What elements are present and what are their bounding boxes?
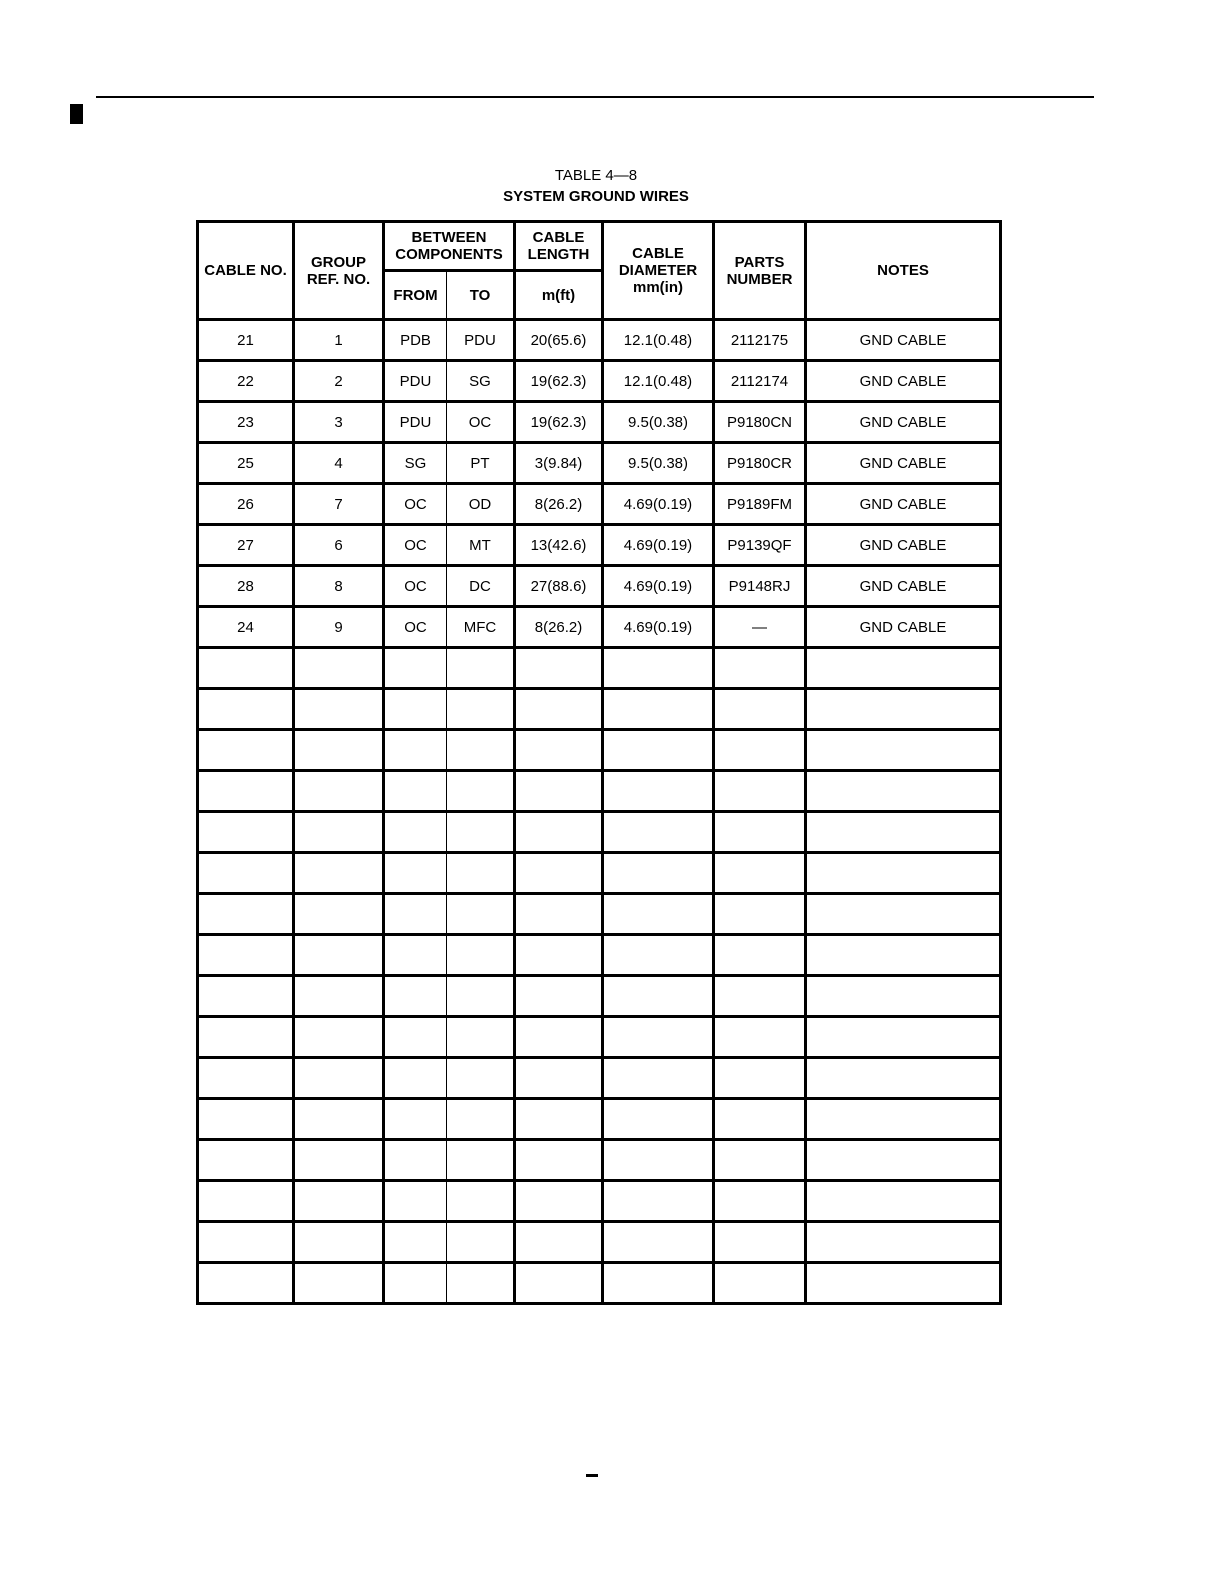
- blank-table-row: [198, 771, 1001, 812]
- top-rule: [96, 96, 1094, 98]
- change-bar: [70, 104, 83, 124]
- blank-cell: [447, 976, 515, 1017]
- blank-cell: [714, 730, 806, 771]
- cell-group-ref: 9: [294, 607, 384, 648]
- blank-table-row: [198, 1017, 1001, 1058]
- cell-length: 27(88.6): [515, 566, 603, 607]
- blank-cell: [384, 1181, 447, 1222]
- cell-length: 19(62.3): [515, 361, 603, 402]
- blank-cell: [447, 935, 515, 976]
- blank-cell: [806, 1099, 1001, 1140]
- blank-cell: [714, 771, 806, 812]
- blank-cell: [806, 689, 1001, 730]
- blank-cell: [603, 853, 714, 894]
- blank-cell: [515, 689, 603, 730]
- blank-cell: [384, 1017, 447, 1058]
- cell-cable-no: 28: [198, 566, 294, 607]
- blank-table-row: [198, 1263, 1001, 1304]
- cell-diameter: 9.5(0.38): [603, 443, 714, 484]
- blank-cell: [515, 812, 603, 853]
- blank-cell: [384, 1263, 447, 1304]
- blank-cell: [384, 1058, 447, 1099]
- blank-cell: [384, 812, 447, 853]
- blank-cell: [447, 1017, 515, 1058]
- blank-cell: [384, 894, 447, 935]
- blank-cell: [198, 648, 294, 689]
- cell-cable-no: 26: [198, 484, 294, 525]
- blank-cell: [806, 1058, 1001, 1099]
- table-row: [198, 525, 1001, 566]
- blank-table-row: [198, 894, 1001, 935]
- cell-diameter: 4.69(0.19): [603, 607, 714, 648]
- blank-table-row: [198, 935, 1001, 976]
- blank-cell: [447, 1263, 515, 1304]
- blank-cell: [198, 853, 294, 894]
- cell-notes: GND CABLE: [806, 607, 1001, 648]
- blank-cell: [515, 1181, 603, 1222]
- ground-wires-table: [196, 220, 1002, 1305]
- cell-to: PDU: [447, 320, 515, 361]
- blank-cell: [198, 1099, 294, 1140]
- blank-cell: [714, 1140, 806, 1181]
- table-number: TABLE 4—8: [554, 167, 638, 184]
- cell-cable-no: 21: [198, 320, 294, 361]
- blank-cell: [603, 771, 714, 812]
- blank-cell: [447, 1222, 515, 1263]
- blank-cell: [294, 935, 384, 976]
- cell-cable-no: 22: [198, 361, 294, 402]
- blank-table-row: [198, 1181, 1001, 1222]
- cell-to: DC: [447, 566, 515, 607]
- blank-cell: [515, 1222, 603, 1263]
- blank-cell: [198, 812, 294, 853]
- cell-diameter: 12.1(0.48): [603, 320, 714, 361]
- blank-cell: [198, 771, 294, 812]
- blank-cell: [447, 812, 515, 853]
- blank-cell: [806, 976, 1001, 1017]
- cell-cable-no: 25: [198, 443, 294, 484]
- blank-cell: [294, 812, 384, 853]
- cell-diameter: 12.1(0.48): [603, 361, 714, 402]
- blank-cell: [198, 730, 294, 771]
- cell-group-ref: 1: [294, 320, 384, 361]
- blank-cell: [714, 853, 806, 894]
- cell-notes: GND CABLE: [806, 484, 1001, 525]
- blank-cell: [198, 894, 294, 935]
- blank-cell: [515, 894, 603, 935]
- cell-notes: GND CABLE: [806, 402, 1001, 443]
- blank-cell: [806, 935, 1001, 976]
- blank-cell: [515, 1017, 603, 1058]
- blank-cell: [384, 730, 447, 771]
- cell-part-number: P9189FM: [714, 484, 806, 525]
- blank-cell: [806, 1181, 1001, 1222]
- cell-part-number: 2112175: [714, 320, 806, 361]
- blank-table-row: [198, 976, 1001, 1017]
- table-row: [198, 402, 1001, 443]
- blank-cell: [198, 1181, 294, 1222]
- cell-cable-no: 27: [198, 525, 294, 566]
- header-group-ref: GROUP REF. NO.: [294, 222, 384, 320]
- blank-cell: [447, 730, 515, 771]
- header-from: FROM: [384, 271, 447, 320]
- header-cable-diameter: CABLE DIAMETER mm(in): [603, 222, 714, 320]
- blank-cell: [603, 976, 714, 1017]
- blank-cell: [806, 812, 1001, 853]
- blank-cell: [603, 1263, 714, 1304]
- cell-length: 20(65.6): [515, 320, 603, 361]
- blank-cell: [714, 812, 806, 853]
- cell-group-ref: 3: [294, 402, 384, 443]
- blank-cell: [714, 976, 806, 1017]
- cell-to: OD: [447, 484, 515, 525]
- cell-part-number: —: [714, 607, 806, 648]
- blank-cell: [714, 689, 806, 730]
- cell-from: OC: [384, 566, 447, 607]
- blank-table-row: [198, 730, 1001, 771]
- blank-cell: [294, 1099, 384, 1140]
- blank-cell: [603, 1058, 714, 1099]
- cell-from: SG: [384, 443, 447, 484]
- blank-cell: [515, 1058, 603, 1099]
- header-notes: NOTES: [806, 222, 1001, 320]
- blank-cell: [515, 771, 603, 812]
- blank-cell: [447, 1099, 515, 1140]
- blank-cell: [384, 1140, 447, 1181]
- blank-cell: [515, 935, 603, 976]
- blank-cell: [384, 976, 447, 1017]
- blank-cell: [603, 689, 714, 730]
- header-between-components: BETWEEN COMPONENTS: [384, 222, 515, 271]
- blank-table-row: [198, 1058, 1001, 1099]
- cell-to: PT: [447, 443, 515, 484]
- blank-cell: [294, 894, 384, 935]
- blank-cell: [714, 1263, 806, 1304]
- cell-notes: GND CABLE: [806, 320, 1001, 361]
- blank-cell: [515, 648, 603, 689]
- blank-cell: [806, 648, 1001, 689]
- blank-cell: [447, 1181, 515, 1222]
- blank-cell: [198, 935, 294, 976]
- cell-notes: GND CABLE: [806, 361, 1001, 402]
- blank-cell: [294, 853, 384, 894]
- blank-cell: [806, 894, 1001, 935]
- blank-cell: [714, 1222, 806, 1263]
- blank-table-row: [198, 812, 1001, 853]
- blank-cell: [198, 1140, 294, 1181]
- blank-cell: [384, 648, 447, 689]
- cell-notes: GND CABLE: [806, 443, 1001, 484]
- cell-diameter: 4.69(0.19): [603, 566, 714, 607]
- cell-from: PDU: [384, 402, 447, 443]
- blank-cell: [294, 1058, 384, 1099]
- header-length-unit: m(ft): [515, 271, 603, 320]
- blank-cell: [294, 976, 384, 1017]
- blank-table-row: [198, 1222, 1001, 1263]
- blank-cell: [603, 935, 714, 976]
- cell-to: SG: [447, 361, 515, 402]
- cell-notes: GND CABLE: [806, 525, 1001, 566]
- blank-cell: [384, 1222, 447, 1263]
- cell-group-ref: 8: [294, 566, 384, 607]
- blank-cell: [198, 1017, 294, 1058]
- blank-cell: [515, 1140, 603, 1181]
- cell-diameter: 4.69(0.19): [603, 525, 714, 566]
- blank-cell: [806, 1017, 1001, 1058]
- blank-cell: [294, 648, 384, 689]
- blank-table-row: [198, 648, 1001, 689]
- cell-cable-no: 24: [198, 607, 294, 648]
- blank-cell: [384, 853, 447, 894]
- blank-cell: [515, 1099, 603, 1140]
- cell-part-number: P9139QF: [714, 525, 806, 566]
- blank-cell: [294, 689, 384, 730]
- blank-cell: [603, 894, 714, 935]
- blank-cell: [294, 730, 384, 771]
- blank-cell: [515, 976, 603, 1017]
- blank-cell: [806, 1263, 1001, 1304]
- blank-cell: [515, 853, 603, 894]
- blank-cell: [714, 1058, 806, 1099]
- cell-group-ref: 6: [294, 525, 384, 566]
- cell-group-ref: 4: [294, 443, 384, 484]
- blank-cell: [294, 1140, 384, 1181]
- cell-part-number: P9148RJ: [714, 566, 806, 607]
- blank-cell: [294, 1181, 384, 1222]
- cell-to: MFC: [447, 607, 515, 648]
- blank-table-row: [198, 853, 1001, 894]
- table-row: [198, 361, 1001, 402]
- blank-cell: [603, 730, 714, 771]
- table-row: [198, 443, 1001, 484]
- cell-from: OC: [384, 607, 447, 648]
- blank-cell: [198, 1222, 294, 1263]
- blank-cell: [603, 1181, 714, 1222]
- blank-cell: [294, 771, 384, 812]
- ground-wires-table-wrapper: [196, 220, 1002, 1305]
- blank-cell: [714, 1181, 806, 1222]
- cell-diameter: 9.5(0.38): [603, 402, 714, 443]
- cell-part-number: P9180CR: [714, 443, 806, 484]
- table-row: [198, 607, 1001, 648]
- blank-cell: [294, 1263, 384, 1304]
- cell-part-number: 2112174: [714, 361, 806, 402]
- blank-cell: [294, 1222, 384, 1263]
- blank-cell: [806, 1140, 1001, 1181]
- blank-cell: [603, 1017, 714, 1058]
- blank-cell: [198, 1058, 294, 1099]
- blank-table-row: [198, 1099, 1001, 1140]
- cell-to: OC: [447, 402, 515, 443]
- cell-cable-no: 23: [198, 402, 294, 443]
- blank-cell: [714, 1017, 806, 1058]
- blank-cell: [806, 1222, 1001, 1263]
- blank-table-row: [198, 1140, 1001, 1181]
- blank-cell: [447, 894, 515, 935]
- blank-cell: [714, 935, 806, 976]
- blank-cell: [714, 1099, 806, 1140]
- header-cable-no: CABLE NO.: [198, 222, 294, 320]
- blank-cell: [806, 730, 1001, 771]
- table-body: [198, 320, 1001, 1304]
- header-to: TO: [447, 271, 515, 320]
- page-number-mark: [586, 1474, 598, 1477]
- blank-cell: [198, 976, 294, 1017]
- blank-cell: [603, 1099, 714, 1140]
- blank-cell: [384, 771, 447, 812]
- cell-part-number: P9180CN: [714, 402, 806, 443]
- table-title: SYSTEM GROUND WIRES: [503, 188, 689, 205]
- blank-cell: [714, 894, 806, 935]
- blank-cell: [603, 812, 714, 853]
- blank-table-row: [198, 689, 1001, 730]
- blank-cell: [384, 689, 447, 730]
- blank-cell: [198, 1263, 294, 1304]
- blank-cell: [806, 853, 1001, 894]
- blank-cell: [447, 1140, 515, 1181]
- table-row: [198, 484, 1001, 525]
- blank-cell: [603, 1222, 714, 1263]
- blank-cell: [447, 771, 515, 812]
- blank-cell: [447, 1058, 515, 1099]
- cell-from: OC: [384, 525, 447, 566]
- blank-cell: [384, 1099, 447, 1140]
- table-row: [198, 320, 1001, 361]
- blank-cell: [806, 771, 1001, 812]
- blank-cell: [294, 1017, 384, 1058]
- header-parts-number: PARTS NUMBER: [714, 222, 806, 320]
- blank-cell: [198, 689, 294, 730]
- blank-cell: [515, 1263, 603, 1304]
- cell-length: 3(9.84): [515, 443, 603, 484]
- cell-group-ref: 7: [294, 484, 384, 525]
- cell-from: PDB: [384, 320, 447, 361]
- blank-cell: [714, 648, 806, 689]
- cell-diameter: 4.69(0.19): [603, 484, 714, 525]
- table-row: [198, 566, 1001, 607]
- cell-from: PDU: [384, 361, 447, 402]
- cell-to: MT: [447, 525, 515, 566]
- header-cable-length: CABLE LENGTH: [515, 222, 603, 271]
- cell-length: 19(62.3): [515, 402, 603, 443]
- cell-from: OC: [384, 484, 447, 525]
- blank-cell: [447, 853, 515, 894]
- blank-cell: [515, 730, 603, 771]
- blank-cell: [603, 1140, 714, 1181]
- blank-cell: [447, 689, 515, 730]
- cell-notes: GND CABLE: [806, 566, 1001, 607]
- blank-cell: [384, 935, 447, 976]
- cell-group-ref: 2: [294, 361, 384, 402]
- blank-cell: [447, 648, 515, 689]
- cell-length: 13(42.6): [515, 525, 603, 566]
- cell-length: 8(26.2): [515, 484, 603, 525]
- cell-length: 8(26.2): [515, 607, 603, 648]
- blank-cell: [603, 648, 714, 689]
